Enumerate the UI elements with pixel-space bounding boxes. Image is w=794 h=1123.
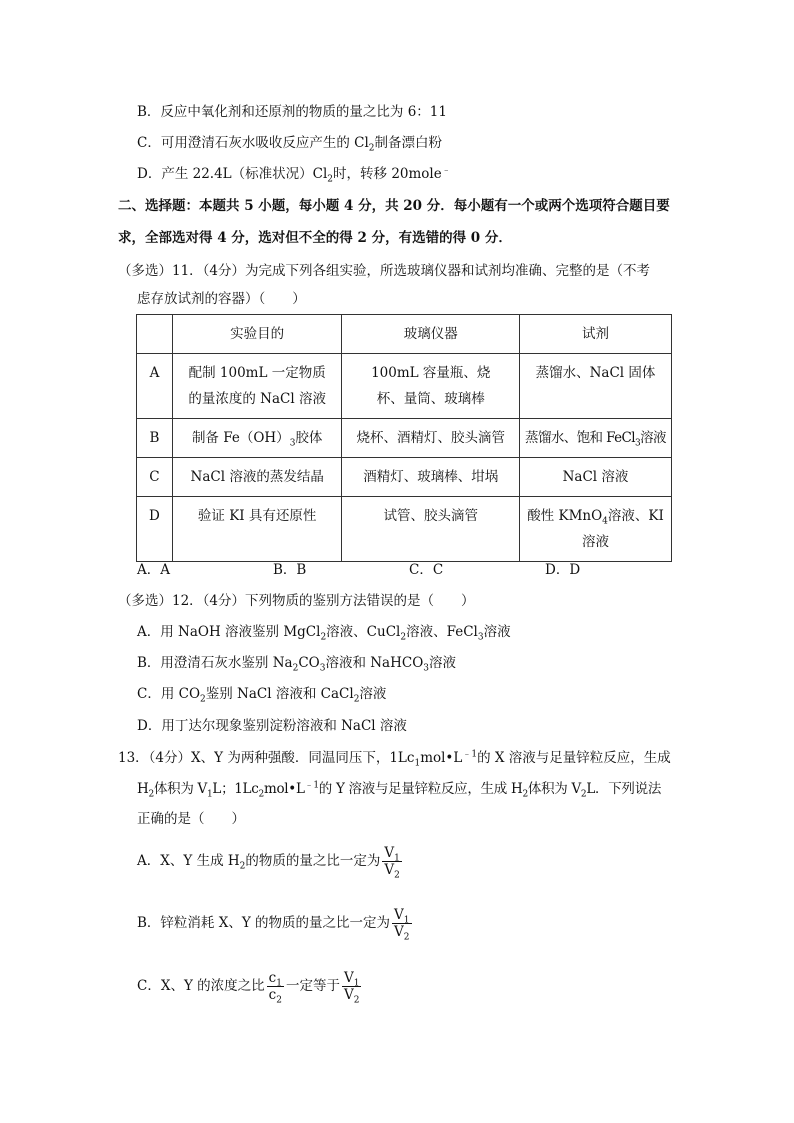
q13-option-a: A．X、Y 生成 $H_2$的物质的量之比一定为 $\frac{V_1}{V_2}$	[137, 845, 400, 881]
table-header-cell	[137, 315, 173, 354]
table-header-row	[137, 315, 672, 354]
glassware-cell: 烧杯、酒精灯、胶头滴管	[342, 419, 520, 458]
q12-option-d: D．用丁达尔现象鉴别淀粉溶液和 NaCl 溶液	[137, 718, 407, 734]
q11-experiment-table	[136, 314, 672, 562]
purpose-cell: NaCl 溶液的蒸发结晶	[172, 458, 342, 497]
q11-stem-line1: （多选）11．（4分）为完成下列各组实验，所选玻璃仪器和试剂均准确、完整的是（不考	[118, 263, 651, 279]
glassware-cell: 试管、胶头滴管	[342, 497, 520, 562]
table-row	[137, 497, 672, 562]
purpose-cell: 验证 KI 具有还原性	[172, 497, 342, 562]
q12-stem: （多选）12．（4分）下列物质的鉴别方法错误的是（ ）	[118, 593, 475, 609]
table-row	[137, 419, 672, 458]
glassware-cell: 酒精灯、玻璃棒、坩埚	[342, 458, 520, 497]
purpose-cell: 制备 $Fe(OH)_3$胶体	[172, 419, 342, 458]
q12-option-b: B．用澄清石灰水鉴别 $Na_2CO_3$溶液和 NaHCO$_3$溶液	[137, 655, 457, 674]
glassware-cell: 100mL 容量瓶、烧杯、量筒、玻璃棒	[342, 354, 520, 419]
q13-stem-line1: 13．（4分）X、Y 为两种强酸．同温同压下，$1Lc_1mol•L^{﹣1}$的 X 溶液与足量锌粒反应，生成	[118, 749, 671, 769]
q13-stem-line2: $H_2$体积为 $V_1L$；$1Lc_2mol•L^{﹣1}$的 Y 溶液与足量锌粒反应，生成 $H_2$体积为 $V_2L$．下列说法	[137, 780, 662, 800]
answer-option-c[interactable]: C．C	[409, 562, 444, 578]
table-header-cell: 实验目的	[172, 315, 342, 354]
row-label: D	[137, 497, 173, 562]
fraction-v1-over-v2: $\frac{V_1}{V_2}$	[394, 907, 410, 943]
reagent-cell: 蒸馏水、饱和 FeCl$_3$溶液	[520, 419, 672, 458]
section2-instructions-line2: 求，全部选对得 4 分，选对但不全的得 2 分，有选错的得 0 分．	[118, 230, 512, 246]
row-label: A	[137, 354, 173, 419]
q12-option-c: C．用 $CO_2$鉴别 NaCl 溶液和 CaCl$_2$溶液	[137, 686, 387, 705]
reagent-cell: 蒸馏水、NaCl 固体	[520, 354, 672, 419]
row-label: C	[137, 458, 173, 497]
section2-instructions-line1: 二、选择题：本题共 5 小题，每小题 4 分，共 20 分．每小题有一个或两个选项符合题目要	[118, 198, 670, 214]
reagent-cell: 酸性 KMnO$_4$溶液、KI 溶液	[520, 497, 672, 562]
table-header-cell: 玻璃仪器	[342, 315, 520, 354]
q10-option-d: D．产生 22.4L（标准状况）$Cl_2$时，转移 20mole﹣	[137, 165, 451, 185]
q13-option-b: B．锌粒消耗 X、Y 的物质的量之比一定为 $\frac{V_1}{V_2}$	[137, 907, 410, 943]
q13-stem-line3: 正确的是（ ）	[137, 811, 245, 827]
reagent-cell: NaCl 溶液	[520, 458, 672, 497]
q10-option-c: C．可用澄清石灰水吸收反应产生的 $Cl_2$制备漂白粉	[137, 135, 443, 154]
q10-option-b: B．反应中氧化剂和还原剂的物质的量之比为 6：11	[137, 104, 447, 120]
row-label: B	[137, 419, 173, 458]
q13-option-c: C．X、Y 的浓度之比 $\frac{c_1}{c_2}$ 一定等于 $\frac{V_1}{V_2}$	[137, 970, 360, 1006]
fraction-v1-over-v2: $\frac{V_1}{V_2}$	[384, 845, 400, 881]
answer-option-b[interactable]: B．B	[273, 562, 307, 578]
purpose-cell: 配制 100mL 一定物质的量浓度的 NaCl 溶液	[172, 354, 342, 419]
q12-option-a: A．用 NaOH 溶液鉴别 MgCl$_2$溶液、CuCl$_2$溶液、FeCl$_3$溶液	[137, 624, 511, 643]
q11-stem-line2: 虑存放试剂的容器）（ ）	[137, 291, 306, 307]
answer-option-d[interactable]: D．D	[545, 562, 581, 578]
table-header-cell: 试剂	[520, 315, 672, 354]
fraction-c1-over-c2: $\frac{c_1}{c_2}$	[268, 970, 282, 1006]
q11-answer-options	[137, 560, 580, 580]
fraction-v1-over-v2: $\frac{V_1}{V_2}$	[343, 970, 360, 1006]
answer-option-a[interactable]: A．A	[137, 562, 170, 578]
table-row	[137, 458, 672, 497]
table-row	[137, 354, 672, 419]
